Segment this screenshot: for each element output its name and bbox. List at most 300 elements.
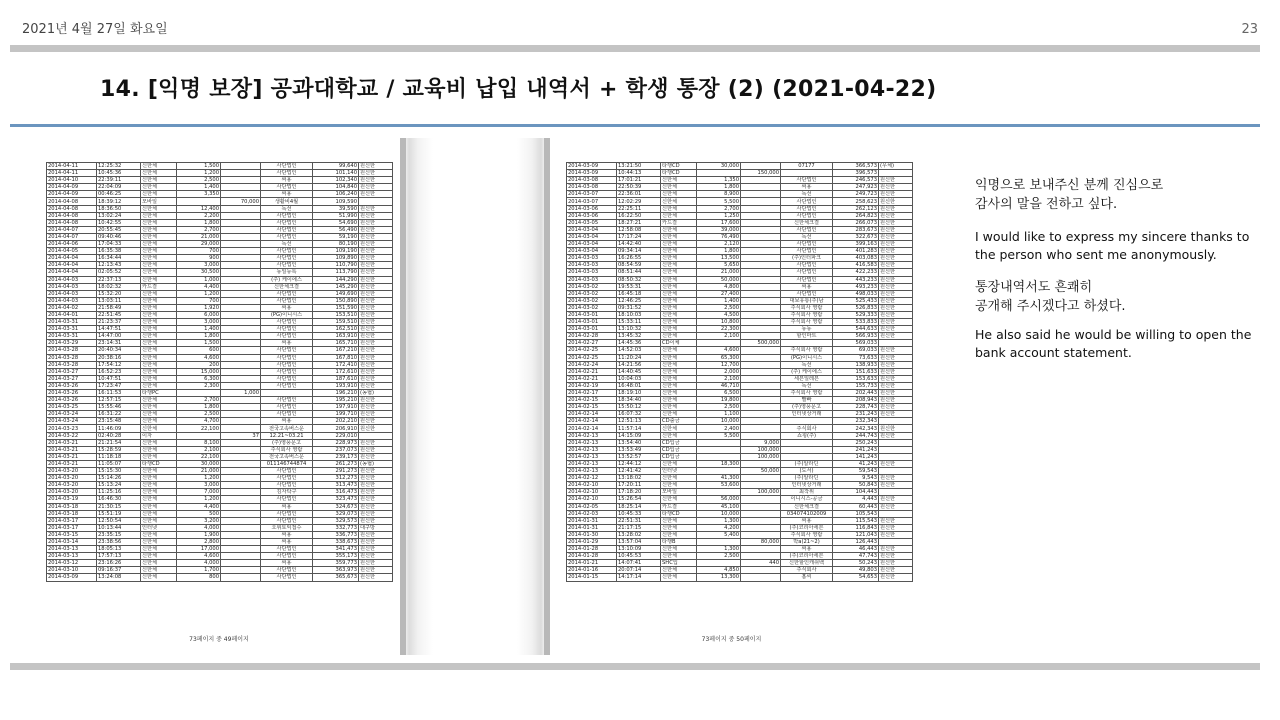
- statement-cell: 41,243: [833, 460, 879, 467]
- statement-cell: 403,083: [833, 255, 879, 262]
- statement-cell: [221, 567, 261, 574]
- statement-cell: 2014-02-10: [567, 482, 617, 489]
- statement-cell: 신한체: [141, 170, 177, 177]
- statement-cell: 타행B: [661, 538, 697, 545]
- statement-cell: [741, 546, 781, 553]
- statement-cell: 원신한: [879, 524, 913, 531]
- statement-cell: 21:58:49: [97, 304, 141, 311]
- statement-cell: 20:38:16: [97, 354, 141, 361]
- statement-cell: 주식회사: [781, 567, 833, 574]
- statement-cell: 원신한: [359, 489, 393, 496]
- statement-cell: 사단법인: [261, 382, 313, 389]
- statement-cell: 사단법인: [261, 546, 313, 553]
- statement-cell: 2014-03-09: [47, 574, 97, 581]
- statement-cell: [741, 531, 781, 538]
- statement-row: [567, 411, 913, 418]
- statement-row: [47, 276, 393, 283]
- statement-row: [567, 489, 913, 496]
- statement-cell: 14:15:09: [617, 432, 661, 439]
- statement-cell: 원신한: [359, 255, 393, 262]
- statement-cell: [879, 446, 913, 453]
- statement-cell: 신한체: [661, 297, 697, 304]
- statement-cell: 2014-03-06: [567, 205, 617, 212]
- statement-cell: 17:01:21: [617, 177, 661, 184]
- statement-cell: 46,443: [833, 546, 879, 553]
- statement-cell: 2014-02-14: [567, 425, 617, 432]
- statement-cell: 355,173: [313, 553, 359, 560]
- statement-cell: 2014-02-24: [567, 361, 617, 368]
- statement-cell: [741, 241, 781, 248]
- statement-cell: 396,573: [833, 170, 879, 177]
- statement-cell: 원신한: [359, 560, 393, 567]
- statement-cell: (PG)이니시스: [781, 354, 833, 361]
- statement-cell: 195,210: [313, 397, 359, 404]
- statement-cell: 2014-03-06: [567, 212, 617, 219]
- statement-cell: [741, 319, 781, 326]
- statement-cell: 231,243: [833, 411, 879, 418]
- statement-cell: 2014-04-11: [47, 163, 97, 170]
- statement-cell: 원신한: [359, 397, 393, 404]
- statement-cell: 2014-04-09: [47, 184, 97, 191]
- statement-cell: 원신한: [359, 219, 393, 226]
- statement-cell: 사단법인: [261, 184, 313, 191]
- statement-cell: [741, 205, 781, 212]
- statement-cell: 써용: [261, 560, 313, 567]
- statement-cell: 100,000: [741, 489, 781, 496]
- statement-row: [47, 397, 393, 404]
- statement-cell: 163,910: [313, 333, 359, 340]
- statement-cell: 신한체: [141, 319, 177, 326]
- statement-cell: 신한체: [141, 361, 177, 368]
- statement-cell: 2,700: [177, 397, 221, 404]
- statement-row: [567, 226, 913, 233]
- statement-cell: 525,433: [833, 297, 879, 304]
- statement-cell: 237,073: [313, 446, 359, 453]
- statement-cell: 1,000: [221, 390, 261, 397]
- statement-cell: [221, 163, 261, 170]
- statement-cell: 41,300: [697, 475, 741, 482]
- statement-cell: 신한체: [661, 397, 697, 404]
- statement-cell: 독선: [781, 382, 833, 389]
- statement-row: [567, 170, 913, 177]
- statement-cell: 원신한: [879, 297, 913, 304]
- statement-cell: [221, 546, 261, 553]
- statement-cell: [221, 453, 261, 460]
- statement-cell: 1,250: [697, 212, 741, 219]
- statement-cell: 4,600: [177, 553, 221, 560]
- statement-row: [47, 503, 393, 510]
- statement-cell: [221, 184, 261, 191]
- statement-cell: 22,300: [697, 326, 741, 333]
- statement-cell: 22,100: [177, 453, 221, 460]
- statement-row: [47, 198, 393, 205]
- statement-cell: 원신한: [879, 560, 913, 567]
- statement-cell: 800: [177, 574, 221, 581]
- statement-cell: 원신한: [359, 262, 393, 269]
- statement-cell: 113,790: [313, 269, 359, 276]
- statement-cell: [221, 191, 261, 198]
- statement-cell: 원신한: [359, 482, 393, 489]
- statement-cell: (주) 케이에스: [781, 368, 833, 375]
- statement-cell: 1,300: [697, 546, 741, 553]
- statement-cell: 2014-02-05: [567, 503, 617, 510]
- statement-cell: 11:46:09: [97, 425, 141, 432]
- statement-cell: 22:51:45: [97, 311, 141, 318]
- statement-cell: 2014-02-17: [567, 390, 617, 397]
- statement-row: [47, 404, 393, 411]
- statement-cell: 4,000: [177, 560, 221, 567]
- statement-row: [47, 361, 393, 368]
- statement-cell: 2014-01-31: [567, 517, 617, 524]
- bottom-divider: [10, 663, 1260, 670]
- statement-row: [567, 248, 913, 255]
- statement-cell: [221, 531, 261, 538]
- statement-cell: [697, 170, 741, 177]
- statement-cell: 원신한: [359, 311, 393, 318]
- statement-cell: 116,843: [833, 524, 879, 531]
- statement-cell: [741, 248, 781, 255]
- statement-cell: [741, 397, 781, 404]
- statement-cell: 주식회사: [781, 425, 833, 432]
- statement-cell: 홈씨: [781, 574, 833, 581]
- statement-cell: 600: [177, 347, 221, 354]
- statement-cell: 17,000: [177, 546, 221, 553]
- statement-cell: [221, 248, 261, 255]
- statement-cell: 원신한: [879, 496, 913, 503]
- statement-cell: 18:25:14: [617, 503, 661, 510]
- statement-cell: 신한체: [661, 276, 697, 283]
- statement-row: [47, 297, 393, 304]
- statement-cell: 원신한: [879, 326, 913, 333]
- statement-cell: 2014-04-04: [47, 269, 97, 276]
- statement-cell: 700: [177, 297, 221, 304]
- statement-cell: 2014-02-21: [567, 368, 617, 375]
- statement-cell: 2014-03-19: [47, 496, 97, 503]
- statement-cell: 원신한: [879, 397, 913, 404]
- statement-row: [47, 531, 393, 538]
- statement-cell: 18:10:03: [617, 311, 661, 318]
- statement-cell: 206,910: [313, 425, 359, 432]
- statement-cell: 2,700: [177, 226, 221, 233]
- statement-cell: 2014-03-10: [47, 567, 97, 574]
- statement-cell: 197,910: [313, 404, 359, 411]
- statement-cell: 원신한: [359, 233, 393, 240]
- statement-cell: 원신한: [359, 510, 393, 517]
- statement-cell: 2014-04-03: [47, 290, 97, 297]
- statement-cell: 모바일: [661, 489, 697, 496]
- side-notes: [975, 176, 1255, 376]
- statement-cell: 1,920: [177, 304, 221, 311]
- statement-cell: 18:19:10: [617, 390, 661, 397]
- statement-cell: 3,000: [177, 319, 221, 326]
- statement-cell: 원신한: [359, 290, 393, 297]
- statement-cell: 써용: [781, 546, 833, 553]
- statement-cell: [781, 170, 833, 177]
- statement-cell: 498,033: [833, 290, 879, 297]
- statement-cell: 2014-02-19: [567, 382, 617, 389]
- statement-row: [567, 531, 913, 538]
- statement-cell: 신한체: [141, 475, 177, 482]
- statement-cell: 원신한: [359, 354, 393, 361]
- statement-cell: [359, 198, 393, 205]
- statement-cell: [879, 170, 913, 177]
- statement-cell: [221, 510, 261, 517]
- statement-cell: 사단법인: [261, 170, 313, 177]
- statement-cell: 박a(21~2): [781, 538, 833, 545]
- statement-cell: (주)인터파크: [781, 255, 833, 262]
- statement-cell: 21,000: [177, 468, 221, 475]
- statement-row: [567, 297, 913, 304]
- statement-cell: 249,723: [833, 191, 879, 198]
- statement-cell: [221, 226, 261, 233]
- statement-cell: 23:35:15: [97, 531, 141, 538]
- statement-cell: 2014-03-28: [47, 354, 97, 361]
- statement-cell: 신한체: [661, 361, 697, 368]
- statement-row: [567, 326, 913, 333]
- statement-cell: 신한체: [141, 255, 177, 262]
- statement-cell: 원신한: [879, 262, 913, 269]
- statement-cell: 신한체: [661, 524, 697, 531]
- statement-cell: 오위토익접수: [261, 524, 313, 531]
- statement-cell: 주식회사 영람: [781, 347, 833, 354]
- statement-cell: [221, 347, 261, 354]
- statement-cell: 341,473: [313, 546, 359, 553]
- statement-cell: 5,650: [697, 262, 741, 269]
- statement-cell: 신한체: [661, 177, 697, 184]
- statement-cell: 700: [177, 248, 221, 255]
- statement-cell: 46,710: [697, 382, 741, 389]
- statement-row: [47, 248, 393, 255]
- statement-row: [567, 255, 913, 262]
- statement-cell: 사단법인: [781, 177, 833, 184]
- statement-row: [47, 368, 393, 375]
- statement-cell: 16:11:53: [97, 390, 141, 397]
- statement-cell: 2014-04-05: [47, 248, 97, 255]
- statement-cell: 신한체: [661, 546, 697, 553]
- statement-cell: 사단법인: [261, 219, 313, 226]
- statement-cell: 신한체: [141, 333, 177, 340]
- statement-cell: [221, 212, 261, 219]
- statement-row: [567, 269, 913, 276]
- statement-cell: [741, 233, 781, 240]
- statement-cell: 202,443: [833, 390, 879, 397]
- statement-cell: 99,640: [313, 163, 359, 170]
- statement-cell: 399,163: [833, 241, 879, 248]
- statement-cell: 사단법인: [261, 397, 313, 404]
- statement-cell: [221, 524, 261, 531]
- statement-cell: 독선: [261, 205, 313, 212]
- statement-cell: 8,900: [697, 191, 741, 198]
- statement-row: [47, 333, 393, 340]
- statement-cell: [221, 468, 261, 475]
- statement-cell: 2014-03-31: [47, 319, 97, 326]
- statement-cell: [261, 390, 313, 397]
- statement-cell: 써용: [261, 340, 313, 347]
- statement-cell: 322,673: [833, 233, 879, 240]
- statement-cell: [741, 326, 781, 333]
- statement-cell: 56,490: [313, 226, 359, 233]
- statement-cell: 2014-01-28: [567, 546, 617, 553]
- statement-cell: 사단법인: [781, 205, 833, 212]
- statement-cell: [741, 524, 781, 531]
- statement-cell: (주)알라딘: [781, 460, 833, 467]
- statement-cell: 신한체: [661, 205, 697, 212]
- left-statement-table: [46, 162, 393, 582]
- statement-cell: 주식회사 영람: [781, 390, 833, 397]
- statement-cell: 244,743: [833, 432, 879, 439]
- statement-cell: 10:45:36: [97, 170, 141, 177]
- statement-cell: 316,473: [313, 489, 359, 496]
- statement-cell: 2014-04-11: [47, 170, 97, 177]
- statement-cell: 사단법인: [261, 163, 313, 170]
- statement-cell: 250,243: [833, 439, 879, 446]
- statement-cell: 원신한: [879, 475, 913, 482]
- statement-cell: 1,200: [177, 290, 221, 297]
- statement-cell: 50,243: [833, 560, 879, 567]
- statement-cell: 23:15:48: [97, 418, 141, 425]
- statement-cell: 주식회사 영람: [781, 319, 833, 326]
- statement-cell: 원신한: [879, 375, 913, 382]
- statement-cell: 2014-02-13: [567, 468, 617, 475]
- statement-cell: 2014-03-25: [47, 404, 97, 411]
- statement-cell: 원신한: [879, 553, 913, 560]
- statement-cell: 261,273: [313, 460, 359, 467]
- statement-cell: 47,743: [833, 553, 879, 560]
- statement-cell: 12,400: [177, 205, 221, 212]
- statement-cell: 주식회사 영람: [781, 311, 833, 318]
- statement-row: [567, 553, 913, 560]
- statement-cell: SHC입: [661, 560, 697, 567]
- statement-cell: 사단법인: [261, 574, 313, 581]
- statement-cell: [741, 496, 781, 503]
- statement-cell: 사단법인: [781, 276, 833, 283]
- statement-cell: 365,673: [313, 574, 359, 581]
- statement-cell: 사단법인: [261, 262, 313, 269]
- statement-cell: 126,443: [833, 538, 879, 545]
- date-label: 2021년 4월 27일 화요일: [22, 22, 168, 37]
- statement-cell: 원신한: [359, 340, 393, 347]
- statement-cell: 2014-03-04: [567, 248, 617, 255]
- statement-cell: 7,000: [177, 489, 221, 496]
- statement-cell: 2,120: [697, 241, 741, 248]
- statement-cell: 신한체: [661, 319, 697, 326]
- statement-cell: 2014-04-01: [47, 311, 97, 318]
- statement-cell: [741, 212, 781, 219]
- statement-cell: 사단법인: [261, 411, 313, 418]
- statement-cell: 1,200: [177, 170, 221, 177]
- statement-row: [47, 382, 393, 389]
- statement-cell: 2014-03-31: [47, 326, 97, 333]
- statement-cell: 232,343: [833, 418, 879, 425]
- statement-cell: 1,800: [177, 333, 221, 340]
- statement-row: [47, 269, 393, 276]
- statement-cell: 대구방: [359, 524, 393, 531]
- statement-cell: 51,990: [313, 212, 359, 219]
- statement-cell: 569,033: [833, 340, 879, 347]
- statement-cell: 동동: [781, 326, 833, 333]
- statement-row: [567, 241, 913, 248]
- statement-cell: 사단법인: [261, 375, 313, 382]
- statement-cell: 21:21:54: [97, 439, 141, 446]
- statement-cell: 신한체: [141, 226, 177, 233]
- statement-cell: 239,173: [313, 453, 359, 460]
- statement-cell: 원신한: [879, 177, 913, 184]
- statement-cell: 529,333: [833, 311, 879, 318]
- statement-cell: [741, 382, 781, 389]
- statement-cell: 162,510: [313, 326, 359, 333]
- statement-cell: 115,543: [833, 517, 879, 524]
- statement-cell: [221, 276, 261, 283]
- statement-cell: 원신한: [879, 205, 913, 212]
- statement-cell: 원신한: [879, 333, 913, 340]
- statement-cell: 원신한: [359, 404, 393, 411]
- statement-cell: 사단법인: [261, 354, 313, 361]
- statement-cell: 4,850: [697, 567, 741, 574]
- statement-row: [47, 205, 393, 212]
- statement-cell: 14:07:41: [617, 560, 661, 567]
- statement-cell: 원신한: [879, 354, 913, 361]
- statement-cell: 원신한: [359, 475, 393, 482]
- statement-cell: 원신한: [359, 333, 393, 340]
- statement-cell: [741, 311, 781, 318]
- statement-row: [567, 184, 913, 191]
- statement-cell: 원신한: [359, 574, 393, 581]
- statement-cell: 2014-03-24: [47, 411, 97, 418]
- statement-cell: 원신한: [359, 212, 393, 219]
- statement-cell: 18:27:21: [617, 219, 661, 226]
- statement-cell: 사단법인: [781, 248, 833, 255]
- statement-cell: 독선: [781, 233, 833, 240]
- statement-cell: 10,000: [697, 418, 741, 425]
- statement-row: [47, 418, 393, 425]
- statement-cell: 신한체: [661, 460, 697, 467]
- statement-cell: 3,000: [177, 262, 221, 269]
- statement-cell: 100,000: [741, 453, 781, 460]
- statement-row: [47, 482, 393, 489]
- statement-cell: 1,800: [177, 219, 221, 226]
- statement-cell: 6,000: [177, 311, 221, 318]
- statement-cell: 109,190: [313, 248, 359, 255]
- statement-cell: [741, 418, 781, 425]
- statement-cell: 153,510: [313, 311, 359, 318]
- page-number: 23: [1241, 22, 1258, 37]
- statement-cell: 2014-04-06: [47, 241, 97, 248]
- statement-cell: 12:44:12: [617, 460, 661, 467]
- statement-row: [567, 319, 913, 326]
- statement-cell: 17:54:12: [97, 361, 141, 368]
- statement-cell: [781, 418, 833, 425]
- statement-cell: 2014-02-28: [567, 333, 617, 340]
- statement-cell: (주)영풍문고: [261, 439, 313, 446]
- statement-cell: 4,400: [177, 283, 221, 290]
- statement-cell: 신한체: [661, 290, 697, 297]
- statement-cell: [221, 255, 261, 262]
- statement-cell: [741, 361, 781, 368]
- statement-row: [47, 191, 393, 198]
- statement-cell: [879, 340, 913, 347]
- statement-row: [567, 205, 913, 212]
- statement-cell: 타행PC: [141, 390, 177, 397]
- statement-cell: 신한체: [141, 496, 177, 503]
- statement-scan: [38, 138, 913, 655]
- statement-cell: 2014-02-25: [567, 354, 617, 361]
- statement-cell: 원신한: [879, 361, 913, 368]
- statement-cell: 110,790: [313, 262, 359, 269]
- statement-cell: 246,573: [833, 177, 879, 184]
- statement-cell: 416,583: [833, 262, 879, 269]
- statement-cell: 2014-03-17: [47, 517, 97, 524]
- statement-cell: 45,100: [697, 503, 741, 510]
